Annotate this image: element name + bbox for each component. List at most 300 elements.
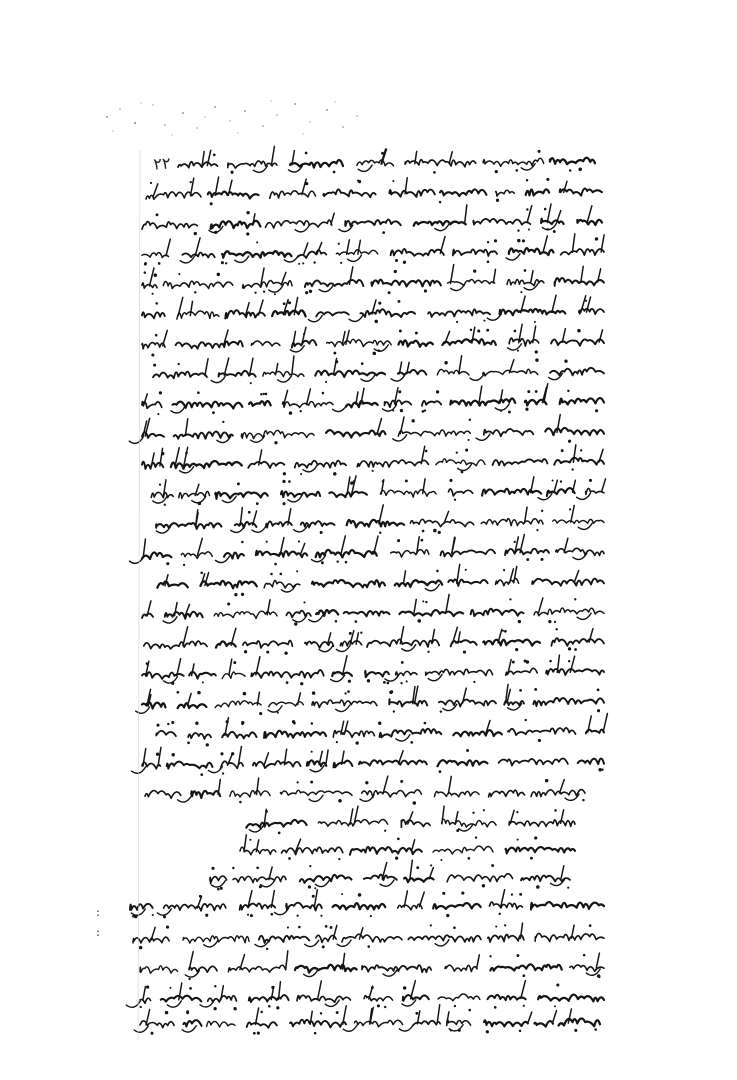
handwriting-stroke <box>252 526 266 532</box>
handwriting-dot <box>166 925 169 928</box>
handwriting-stroke <box>435 940 449 946</box>
handwriting-stroke <box>493 269 495 283</box>
handwriting-word <box>240 847 276 855</box>
handwriting-word <box>249 401 271 406</box>
handwriting-dot <box>553 230 556 233</box>
handwriting-word <box>448 489 472 496</box>
handwriting-dot <box>508 411 511 414</box>
handwriting-word <box>553 519 604 523</box>
handwriting-word <box>281 847 342 855</box>
handwriting-dot <box>260 1011 263 1014</box>
handwriting-dot <box>372 352 376 356</box>
handwriting-dot <box>298 540 300 542</box>
handwriting-dot <box>534 836 537 839</box>
handwriting-dot <box>422 410 425 413</box>
handwriting-dot <box>461 891 464 894</box>
handwriting-dot <box>405 479 408 482</box>
handwriting-dot <box>454 499 456 501</box>
handwriting-word <box>263 371 304 377</box>
handwriting-dot <box>144 262 147 265</box>
handwriting-dot <box>578 168 582 172</box>
handwriting-dot <box>276 1006 279 1009</box>
handwriting-dot <box>519 1030 522 1033</box>
handwriting-word <box>286 903 322 911</box>
handwriting-word <box>499 758 568 765</box>
handwriting-row <box>130 889 604 919</box>
handwriting-dot <box>206 743 209 746</box>
handwriting-word <box>471 609 524 617</box>
handwriting-word <box>333 730 374 737</box>
handwriting-dot <box>577 329 581 333</box>
handwriting-word <box>546 668 604 675</box>
handwriting-dot <box>225 262 227 264</box>
handwriting-stroke <box>312 555 326 561</box>
handwriting-word <box>357 460 428 467</box>
handwriting-dot <box>156 752 159 755</box>
handwriting-stroke <box>269 286 283 292</box>
handwriting-row <box>129 414 604 446</box>
handwriting-word <box>344 611 390 617</box>
handwriting-word <box>305 641 334 648</box>
handwriting-dot <box>183 564 185 566</box>
handwriting-dot <box>237 482 240 485</box>
handwriting-stroke <box>178 297 183 315</box>
handwriting-dot <box>526 660 530 664</box>
handwriting-word <box>367 639 439 647</box>
handwriting-row <box>178 144 595 176</box>
handwriting-word <box>301 521 335 527</box>
handwriting-dot <box>522 974 525 977</box>
handwriting-stroke <box>268 706 282 712</box>
handwriting-stroke <box>350 809 353 824</box>
handwriting-dot <box>536 885 540 889</box>
handwriting-word <box>357 160 394 166</box>
handwriting-word <box>307 760 326 766</box>
handwriting-dot <box>522 239 525 242</box>
handwriting-dot <box>282 480 285 483</box>
handwriting-dot <box>189 987 192 990</box>
handwriting-dot <box>416 866 419 869</box>
handwriting-dot <box>495 170 498 173</box>
handwriting-word <box>354 1020 402 1027</box>
handwriting-dot <box>392 180 394 182</box>
handwriting-word <box>493 459 548 466</box>
handwriting-stroke <box>187 693 191 705</box>
handwriting-dot <box>417 619 421 623</box>
handwriting-dot <box>374 320 378 324</box>
handwriting-word <box>555 278 604 286</box>
handwriting-dot <box>298 263 300 265</box>
handwriting-dot <box>347 690 350 693</box>
handwriting-word <box>360 309 415 318</box>
handwriting-dot <box>403 986 406 989</box>
handwriting-stroke <box>391 375 405 381</box>
handwriting-dot <box>213 1007 216 1010</box>
handwriting-dot <box>516 811 518 813</box>
handwriting-dot <box>185 452 188 455</box>
handwriting-stroke <box>411 981 416 999</box>
handwriting-word <box>222 672 245 679</box>
handwriting-dot <box>239 801 242 804</box>
handwriting-dot <box>246 211 249 214</box>
handwriting-row <box>151 474 606 507</box>
handwriting-dot <box>266 948 268 950</box>
handwriting-dot <box>393 710 395 712</box>
handwriting-dot <box>525 719 527 721</box>
handwriting-dot <box>530 857 533 860</box>
handwriting-word <box>556 548 604 556</box>
handwriting-dot <box>544 208 547 211</box>
handwriting-dot <box>403 261 406 264</box>
handwriting-word <box>434 791 479 797</box>
handwriting-row <box>142 653 604 686</box>
handwriting-word <box>560 398 604 405</box>
handwriting-stroke <box>561 866 564 879</box>
handwriting-dot <box>458 1029 461 1032</box>
handwriting-word <box>526 189 550 195</box>
handwriting-dot <box>311 751 313 753</box>
handwriting-dot <box>548 620 551 623</box>
handwriting-stroke <box>295 226 309 232</box>
handwriting-word <box>414 221 466 226</box>
handwriting-word <box>391 249 444 256</box>
handwriting-word <box>496 190 515 196</box>
handwriting-row <box>145 775 585 806</box>
handwriting-dot <box>360 632 362 634</box>
handwriting-stroke <box>374 536 379 554</box>
handwriting-dot <box>465 569 467 571</box>
handwriting-stroke <box>547 204 551 222</box>
handwriting-dot <box>230 171 233 174</box>
handwriting-dot <box>155 334 158 337</box>
handwriting-dot <box>395 856 398 859</box>
handwriting-word <box>153 372 207 379</box>
handwriting-dot <box>259 885 262 888</box>
handwriting-stroke <box>442 806 444 824</box>
handwriting-row <box>142 593 604 627</box>
handwriting-dot <box>349 632 352 635</box>
handwriting-word <box>433 846 493 854</box>
handwriting-row <box>129 534 604 567</box>
handwriting-row <box>131 743 604 776</box>
margin-mark: : <box>96 925 101 939</box>
handwriting-word <box>243 280 293 288</box>
handwriting-word <box>323 189 375 198</box>
handwriting-dot <box>274 563 277 566</box>
handwriting-dot <box>165 1011 169 1015</box>
handwriting-dot <box>468 439 470 441</box>
handwriting-dot <box>568 440 571 443</box>
handwriting-dot <box>469 419 472 422</box>
handwriting-dot <box>222 772 224 774</box>
handwriting-word <box>241 430 314 439</box>
handwriting-stroke <box>201 574 205 586</box>
handwriting-stroke <box>495 404 509 410</box>
handwriting-stroke <box>167 1001 181 1007</box>
handwriting-stroke <box>180 467 194 473</box>
handwriting-word <box>365 671 389 678</box>
handwriting-dot <box>538 739 541 742</box>
handwriting-stroke <box>229 659 232 675</box>
handwriting-stroke <box>383 970 397 976</box>
handwriting-dot <box>250 382 252 384</box>
handwriting-dot <box>200 571 203 574</box>
handwriting-word <box>473 219 530 226</box>
handwriting-dot <box>502 630 504 632</box>
handwriting-dot <box>313 261 315 263</box>
handwriting-dot <box>257 1032 260 1035</box>
handwriting-stroke <box>552 1011 556 1024</box>
handwriting-stroke <box>573 445 576 462</box>
handwriting-dot <box>283 502 286 505</box>
handwriting-dot <box>555 628 557 630</box>
handwriting-stroke <box>348 255 362 261</box>
handwriting-stroke <box>542 223 556 229</box>
handwriting-dot <box>556 983 559 986</box>
handwriting-dot <box>526 208 529 211</box>
handwriting-dot <box>583 954 586 957</box>
handwriting-dot <box>504 630 507 633</box>
handwriting-stroke <box>337 940 351 946</box>
handwriting-dot <box>357 180 359 182</box>
handwriting-word <box>207 1021 235 1027</box>
handwriting-dot <box>456 829 459 832</box>
handwriting-dot <box>392 409 394 411</box>
handwriting-word <box>233 876 286 883</box>
handwriting-word <box>295 965 357 973</box>
handwriting-dot <box>528 229 530 231</box>
handwriting-dot <box>335 620 338 623</box>
handwriting-row <box>135 683 604 716</box>
handwriting-word <box>398 904 422 910</box>
handwriting-dot <box>519 893 522 896</box>
handwriting-dot <box>598 768 602 772</box>
handwriting-dot <box>430 924 432 926</box>
handwriting-dot <box>574 648 577 651</box>
handwriting-dot <box>387 682 390 685</box>
handwriting-dot <box>449 479 452 482</box>
handwriting-word <box>280 790 352 796</box>
handwriting-stroke <box>286 951 288 970</box>
handwriting-dot <box>260 393 262 395</box>
page-number: ۲۲ <box>152 153 172 174</box>
handwriting-row <box>142 294 604 327</box>
handwriting-stroke <box>224 358 229 375</box>
handwriting-stroke <box>153 184 158 196</box>
handwriting-word <box>215 701 261 708</box>
handwriting-word <box>391 550 429 558</box>
handwriting-dot <box>321 561 324 564</box>
handwriting-dot <box>384 830 386 832</box>
handwriting-stroke <box>344 721 348 734</box>
handwriting-dot <box>153 364 156 367</box>
handwriting-stroke <box>149 268 154 286</box>
handwriting-stroke <box>171 407 185 413</box>
handwriting-stroke <box>314 890 317 907</box>
handwriting-word <box>531 902 604 910</box>
handwriting-stroke <box>410 860 413 879</box>
handwriting-dot <box>336 1011 339 1014</box>
handwriting-word <box>140 998 151 1003</box>
handwriting-dot <box>312 895 315 898</box>
handwriting-stroke <box>136 707 150 713</box>
handwriting-dot <box>259 712 262 715</box>
handwriting-stroke <box>601 479 605 492</box>
handwriting-word <box>440 189 486 196</box>
handwriting-dot <box>178 273 180 275</box>
handwriting-stroke <box>278 982 280 1000</box>
handwriting-dot <box>442 892 445 895</box>
handwriting-dot <box>453 926 456 929</box>
handwriting-stroke <box>396 735 410 741</box>
handwriting-word <box>224 552 244 558</box>
handwriting-dot <box>198 502 202 506</box>
handwriting-dot <box>394 270 397 273</box>
handwriting-dot <box>144 271 147 274</box>
handwriting-stroke <box>275 364 277 375</box>
handwriting-dot <box>397 838 400 841</box>
handwriting-dot <box>303 333 305 335</box>
handwriting-stroke <box>151 927 155 940</box>
handwriting-dot <box>569 169 572 172</box>
handwriting-word <box>487 995 525 1001</box>
handwriting-dot <box>512 661 515 664</box>
handwriting-word <box>521 875 570 881</box>
handwriting-dot <box>384 1006 386 1008</box>
handwriting-dot <box>277 711 279 713</box>
handwriting-dot <box>300 473 302 475</box>
handwriting-word <box>182 252 214 257</box>
handwriting-stroke <box>191 664 194 676</box>
handwriting-dot <box>197 391 200 394</box>
handwriting-word <box>178 162 218 168</box>
handwriting-dot <box>468 857 471 860</box>
handwriting-dot <box>256 866 259 869</box>
handwriting-stroke <box>185 419 188 436</box>
handwriting-dot <box>518 620 521 623</box>
handwriting-dot <box>283 302 286 305</box>
handwriting-dot <box>268 1005 271 1008</box>
handwriting-stroke <box>457 464 471 470</box>
handwriting-word <box>401 820 430 828</box>
handwriting-word <box>253 761 301 768</box>
handwriting-word <box>270 191 316 199</box>
handwriting-word <box>578 759 604 765</box>
handwriting-stroke <box>180 257 194 263</box>
handwriting-word <box>422 401 441 406</box>
handwriting-dot <box>433 529 437 533</box>
handwriting-stroke <box>205 359 208 376</box>
handwriting-stroke <box>564 538 568 552</box>
handwriting-word <box>380 729 442 738</box>
handwriting-stroke <box>531 271 534 283</box>
handwriting-word <box>156 731 176 737</box>
handwriting-stroke <box>437 1005 440 1024</box>
handwriting-dot <box>597 688 600 691</box>
handwriting-dot <box>156 213 159 216</box>
handwriting-word <box>189 966 217 972</box>
handwriting-stroke <box>562 329 565 343</box>
handwriting-dot <box>367 945 370 948</box>
handwriting-stroke <box>572 234 575 252</box>
handwriting-dot <box>520 291 522 293</box>
handwriting-dot <box>340 262 342 264</box>
handwriting-stroke <box>403 571 405 584</box>
handwriting-dot <box>560 480 562 482</box>
handwriting-word <box>483 639 540 646</box>
handwriting-dot <box>333 171 336 174</box>
handwriting-stroke <box>356 392 358 404</box>
handwriting-dot <box>465 449 468 452</box>
handwriting-dot <box>440 859 442 861</box>
handwriting-dot <box>348 680 351 683</box>
handwriting-dot <box>169 987 171 989</box>
handwriting-word <box>447 279 494 285</box>
handwriting-dot <box>496 199 499 202</box>
handwriting-word <box>398 340 432 347</box>
handwriting-word <box>577 220 602 225</box>
handwriting-word <box>389 699 427 707</box>
handwriting-dot <box>424 722 427 725</box>
handwriting-word <box>489 902 522 909</box>
handwriting-dot <box>355 620 358 623</box>
handwriting-stroke <box>596 953 599 968</box>
handwriting-dot <box>371 986 374 989</box>
handwriting-word <box>359 760 427 766</box>
handwriting-word <box>371 279 441 287</box>
handwriting-row <box>240 833 575 861</box>
handwriting-dot <box>473 269 476 272</box>
handwriting-word <box>496 578 519 585</box>
handwriting-word <box>579 309 604 315</box>
handwriting-dot <box>263 290 265 292</box>
handwriting-dot <box>526 179 529 182</box>
handwriting-dot <box>212 411 215 414</box>
handwriting-dot <box>296 570 298 572</box>
handwriting-word <box>220 761 243 768</box>
handwriting-word <box>453 730 502 736</box>
handwriting-word <box>130 904 153 910</box>
handwriting-dot <box>155 302 158 305</box>
handwriting-dot <box>305 291 308 294</box>
handwriting-dot <box>475 836 477 838</box>
handwriting-word <box>305 280 364 287</box>
handwriting-dot <box>132 915 135 918</box>
handwriting-word <box>500 309 566 316</box>
handwriting-word <box>249 995 289 1002</box>
handwriting-dot <box>526 558 529 561</box>
handwriting-word <box>222 732 256 739</box>
handwriting-word <box>177 311 219 319</box>
handwriting-dot <box>241 541 244 544</box>
handwriting-dot <box>517 839 519 841</box>
handwriting-stroke <box>524 284 538 290</box>
handwriting-dot <box>378 349 381 352</box>
handwriting-dot <box>381 152 384 155</box>
handwriting-row <box>142 444 604 477</box>
handwriting-word <box>183 1020 201 1026</box>
handwriting-word <box>281 491 320 497</box>
handwriting-word <box>247 1022 277 1028</box>
handwriting-word <box>290 1020 346 1028</box>
handwriting-dot <box>517 229 519 231</box>
handwriting-dot <box>336 560 338 562</box>
handwriting-dot <box>166 562 169 565</box>
handwriting-dot <box>546 228 549 231</box>
handwriting-word <box>545 428 604 436</box>
handwriting-dot <box>187 741 190 744</box>
handwriting-stroke <box>253 214 255 225</box>
